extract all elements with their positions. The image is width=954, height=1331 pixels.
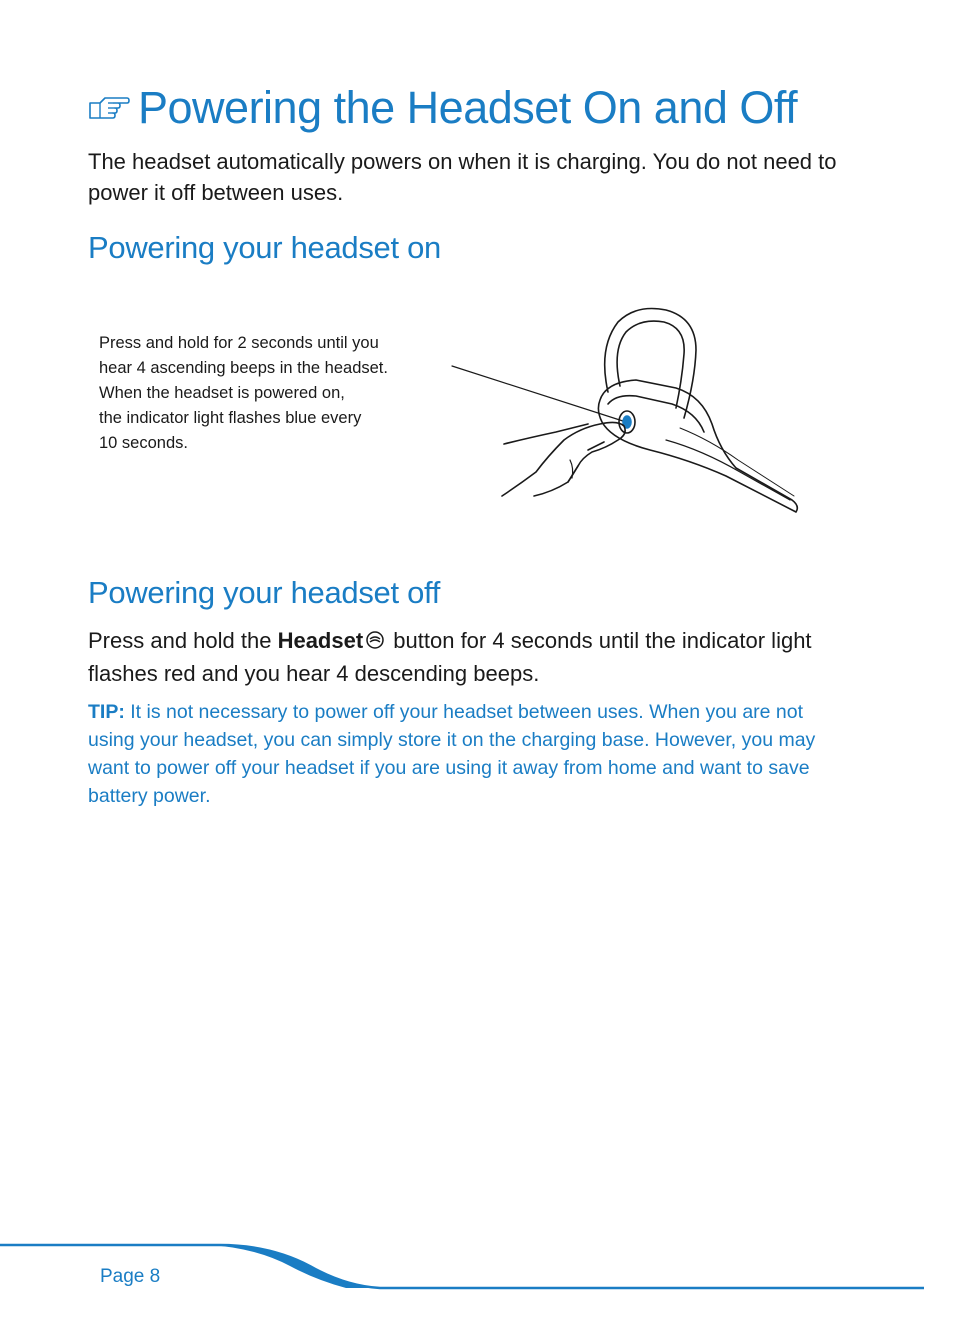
- power-off-heading: Powering your headset off: [88, 575, 441, 610]
- ear-hook: [605, 309, 696, 419]
- headset-body: [598, 380, 797, 512]
- pressing-finger: [502, 422, 625, 496]
- callout-leader-line: [452, 366, 626, 422]
- callout-line: the indicator light flashes blue every: [99, 409, 362, 427]
- power-off-text-after: button for 4 seconds until the indicator light flashes red and you hear 4 descending beeps.: [88, 628, 812, 686]
- power-on-callout: [99, 331, 459, 456]
- tip-paragraph: [88, 698, 848, 810]
- callout-line: 10 seconds.: [99, 434, 188, 452]
- intro-paragraph: The headset automatically powers on when it is charging. You do not need to power it off between uses.: [88, 149, 837, 205]
- headset-button-icon: [365, 627, 385, 658]
- pointing-hand-icon: [88, 78, 130, 134]
- power-off-instructions: [88, 625, 878, 689]
- page-title-text: Powering the Headset On and Off: [138, 82, 798, 133]
- power-off-text-before: Press and hold the: [88, 628, 278, 653]
- headset-button-name: Headset: [277, 628, 364, 653]
- power-on-heading: Powering your headset on: [88, 230, 441, 265]
- callout-line: Press and hold for 2 seconds until you: [99, 334, 379, 352]
- tip-label: TIP:: [88, 701, 125, 723]
- page-number: Page 8: [100, 1266, 161, 1287]
- callout-line: hear 4 ascending beeps in the headset.: [99, 359, 388, 377]
- headset-power-on-illustration: [440, 300, 810, 540]
- page-title: [88, 80, 797, 136]
- callout-line: When the headset is powered on,: [99, 384, 345, 402]
- tip-text: It is not necessary to power off your headset between uses. When you are not using your headset, you can simply store it on the charging base. However, you may want to power off your headset if you are using it away from home and want to save battery power.: [88, 701, 816, 807]
